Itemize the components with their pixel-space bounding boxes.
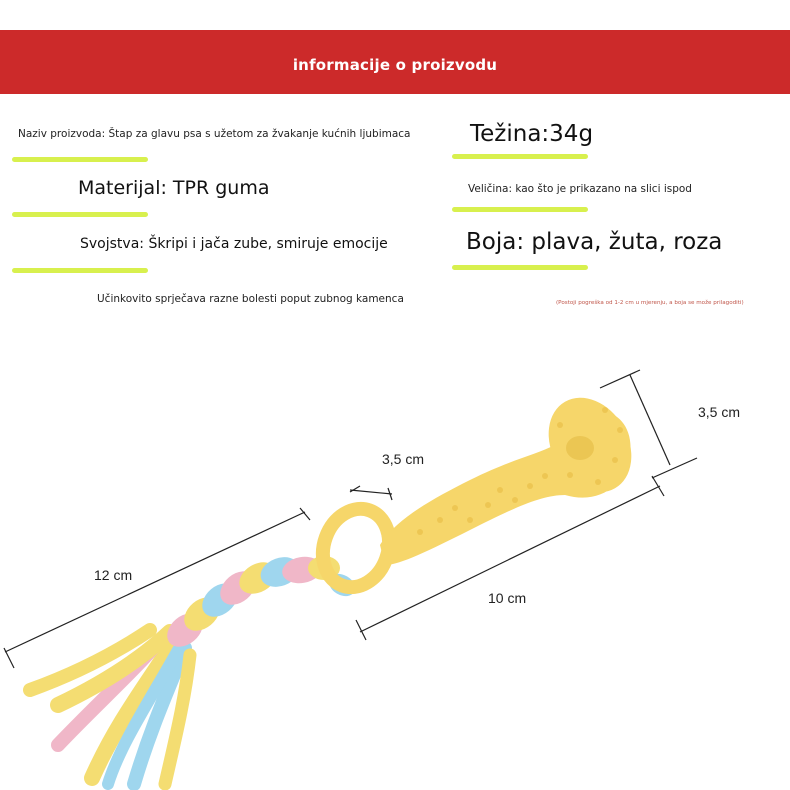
spec-color: Boja: plava, žuta, roza [466, 229, 723, 255]
spec-weight: Težina:34g [470, 121, 594, 147]
spec-name: Naziv proizvoda: Štap za glavu psa s užetom za žvakanje kućnih ljubimaca [18, 128, 411, 140]
spec-features: Svojstva: Škripi i jača zube, smiruje emocije [80, 236, 388, 252]
dimension-label-body: 10 cm [488, 590, 527, 606]
measurement-note: (Postoji pogreška od 1-2 cm u mjerenju, a boja se može prilagoditi) [556, 300, 744, 306]
spec-size: Veličina: kao što je prikazano na slici ispod [468, 183, 692, 195]
spec-benefit: Učinkovito sprječava razne bolesti poput zubnog kamenca [97, 293, 404, 305]
page-title: informacije o proizvodu [292, 56, 498, 74]
dimension-label-ring: 3,5 cm [382, 451, 425, 467]
dimension-label-rope: 12 cm [94, 567, 133, 583]
toy-stick [380, 383, 648, 565]
dimension-label-head: 3,5 cm [698, 404, 741, 420]
spec-material: Materijal: TPR guma [78, 177, 270, 199]
rope-tassel [30, 630, 190, 784]
